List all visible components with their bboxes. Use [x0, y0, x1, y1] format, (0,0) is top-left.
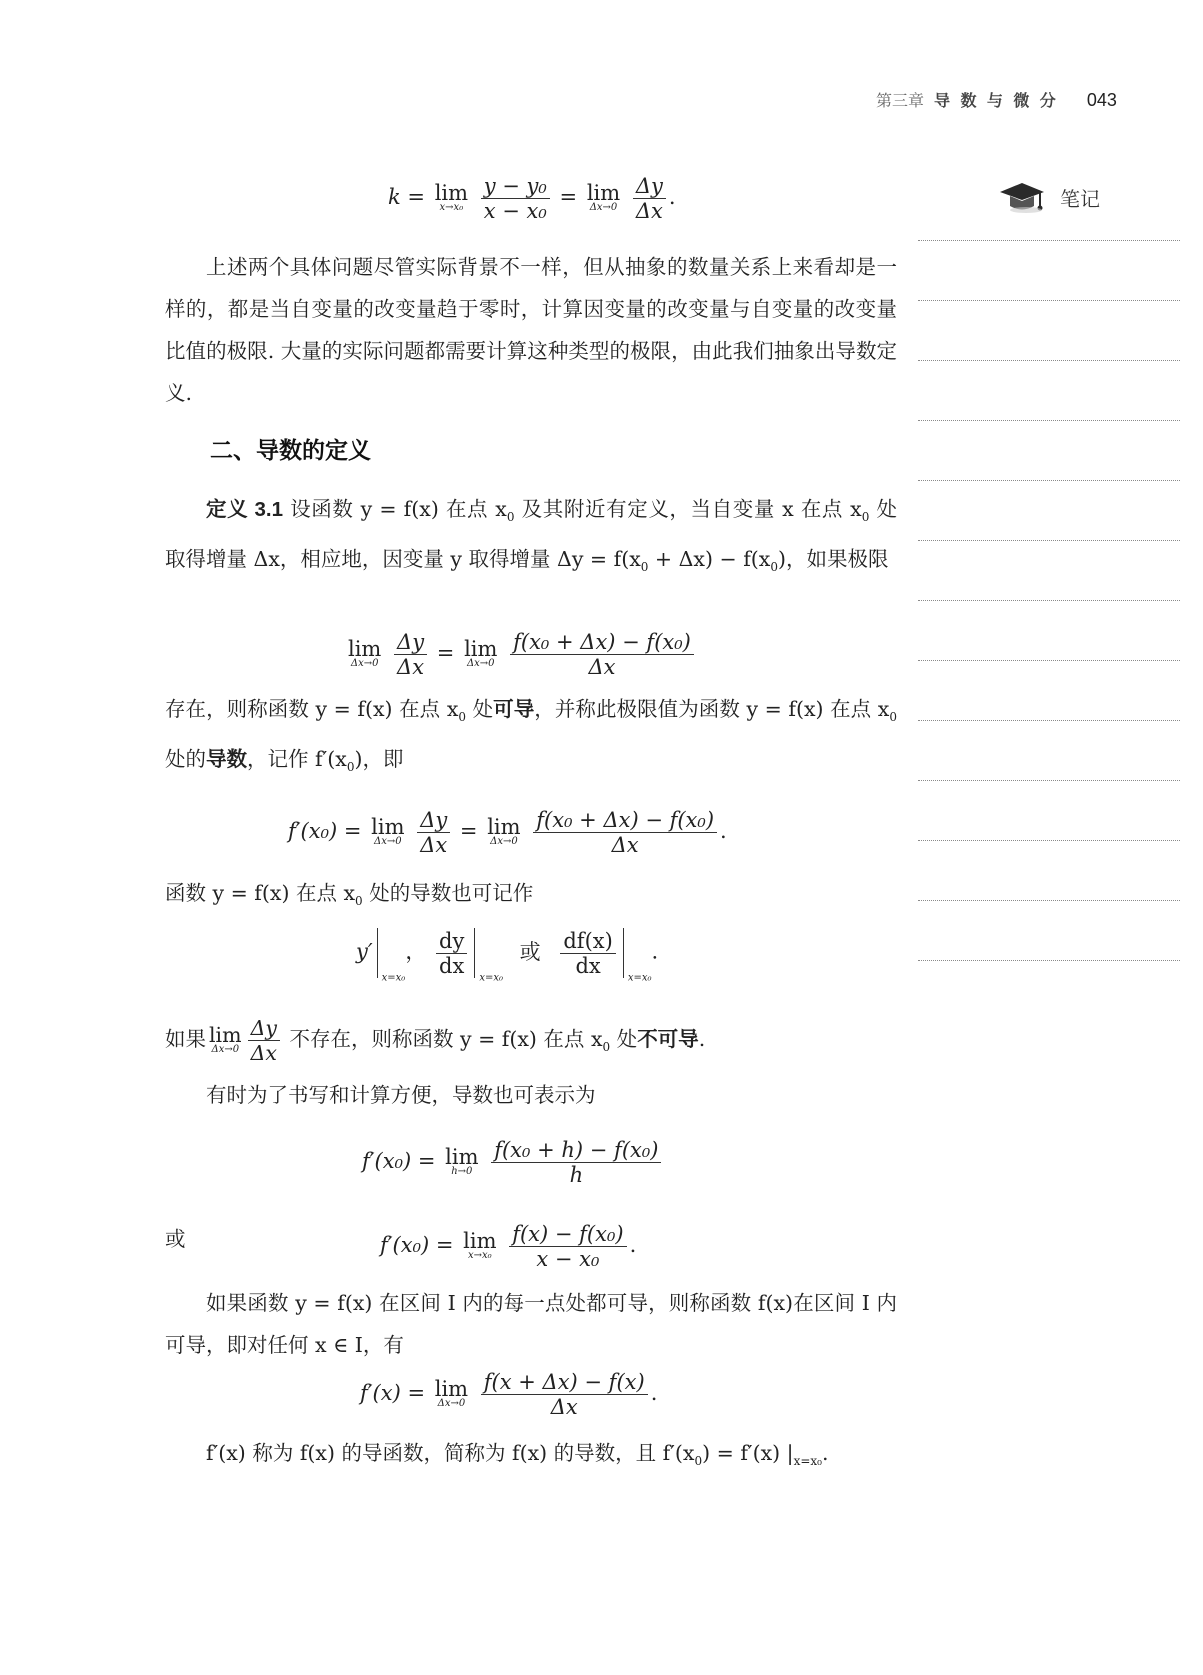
period: . [650, 1381, 658, 1405]
note-line [918, 420, 1180, 421]
subscript: 0 [458, 710, 467, 725]
evaluation-bar [474, 928, 475, 978]
fraction [633, 174, 666, 223]
equals-sign: = [459, 819, 478, 843]
or-text: 或 [519, 939, 541, 964]
note-line [918, 600, 1180, 601]
numerator: Δy [394, 630, 427, 655]
text: )，如果极限 [777, 547, 889, 572]
text: 存在，则称函数 y = f(x) 在点 x [165, 697, 459, 721]
denominator: Δx [420, 833, 448, 857]
fraction [481, 174, 550, 223]
text: + Δx) − f(x [648, 547, 771, 572]
text: ，记作 f′(x [247, 747, 347, 772]
paragraph-notation [165, 872, 897, 922]
text: . [821, 1441, 829, 1465]
numerator: Δy [633, 174, 666, 199]
period: . [629, 1233, 637, 1257]
paragraph-intro: 上述两个具体问题尽管实际背景不一样，但从抽象的数量关系上来看却是一样的，都是当自变量的改变量趋于零时，计算因变量的改变量与自变量的改变量比值的极限. 大量的实际问题都需要计算这种类型的极限，由此我们抽象出导数定义. [165, 255, 897, 405]
denominator: dx [575, 953, 601, 978]
equation-slope [388, 174, 676, 223]
fraction [481, 1370, 648, 1419]
fraction [394, 630, 427, 679]
limit-operator [371, 814, 405, 848]
chapter-title: 导 数 与 微 分 [934, 93, 1059, 110]
limit-operator [487, 814, 521, 848]
text: f′(x) 称为 f(x) 的导函数，简称为 f(x) 的导数，且 f′(x [206, 1441, 695, 1465]
denominator: Δx [611, 833, 639, 857]
subscript: 0 [602, 1040, 611, 1055]
limit-operator [464, 636, 498, 670]
text: 如果 [165, 1027, 206, 1051]
denominator: x − x₀ [483, 199, 547, 223]
denominator: x − x₀ [536, 1247, 600, 1271]
numerator: y − y₀ [481, 174, 550, 199]
text: 设函数 y = f(x) 在点 x [290, 497, 507, 521]
denominator: Δx [397, 655, 425, 679]
note-line [918, 360, 1180, 361]
comma: ， [405, 939, 427, 964]
lim-text: lim [348, 636, 382, 661]
lim-subscript: Δx→0 [211, 1043, 240, 1055]
fraction [436, 929, 467, 978]
paragraph-alt: 有时为了书写和计算方便，导数也可表示为 [206, 1083, 596, 1107]
numerator: f(x₀ + h) − f(x₀) [491, 1138, 661, 1163]
subscript: 0 [640, 560, 649, 575]
subscript: 0 [770, 560, 778, 575]
numerator: df(x) [560, 929, 615, 954]
evaluation-bar [623, 928, 624, 978]
lim-text: lim [209, 1022, 242, 1047]
eval-subscript: x=x₀ [627, 972, 652, 984]
paragraph-exist [165, 688, 897, 788]
lim-text: lim [586, 180, 621, 205]
numerator: f(x₀ + Δx) − f(x₀) [510, 630, 694, 655]
or-label: 或 [165, 1227, 186, 1251]
notes-title: 笔记 [1060, 188, 1100, 211]
lim-subscript: x→x₀ [439, 201, 464, 213]
lim-subscript: Δx→0 [490, 835, 518, 847]
lim-subscript: x→x₀ [468, 1249, 492, 1261]
numerator: f(x + Δx) − f(x) [481, 1370, 648, 1395]
denominator: Δx [250, 1041, 277, 1065]
period: . [720, 819, 727, 843]
subscript: 0 [889, 710, 897, 725]
lim-text: lim [371, 814, 405, 839]
fraction [509, 1222, 626, 1271]
note-line [918, 720, 1180, 721]
note-line [918, 840, 1180, 841]
running-header [876, 88, 1117, 111]
eq-lhs: f′(x₀) = [362, 1149, 436, 1173]
term-not-differentiable: 不可导 [637, 1028, 699, 1051]
numerator: dy [436, 929, 467, 954]
note-line [918, 480, 1180, 481]
y-prime: y′ [356, 939, 373, 964]
term-differentiable: 可导 [493, 698, 535, 721]
text: 处 [466, 697, 494, 721]
paragraph-definition [165, 488, 897, 588]
equation-x-form [380, 1222, 636, 1271]
note-line [918, 540, 1180, 541]
text: 处的导数也可记作 [362, 881, 534, 905]
period: . [668, 185, 676, 209]
text: ) = f′(x) | [702, 1441, 794, 1465]
lim-subscript: Δx→0 [374, 835, 402, 847]
fraction [491, 1138, 661, 1187]
lim-subscript: Δx→0 [437, 1397, 466, 1409]
period: . [651, 939, 659, 964]
eval-subscript: x=x₀ [381, 972, 406, 984]
text: 处 [610, 1027, 638, 1051]
limit-operator [434, 1376, 469, 1410]
paragraph-not-differentiable [165, 1016, 897, 1068]
evaluation-bar [377, 928, 378, 978]
subscript: 0 [861, 510, 870, 525]
eval-subscript: x=x₀ [479, 972, 503, 984]
denominator: h [569, 1163, 584, 1187]
subscript: x=x₀ [793, 1454, 822, 1469]
note-line [918, 660, 1180, 661]
lim-subscript: h→0 [451, 1165, 473, 1177]
fraction [533, 808, 717, 857]
note-line [918, 240, 1180, 241]
fraction [248, 1016, 280, 1065]
numerator: Δy [417, 808, 450, 833]
text: . [698, 1027, 706, 1051]
lim-subscript: Δx→0 [466, 657, 495, 669]
equals-sign: = [559, 185, 578, 209]
denominator: dx [439, 953, 465, 978]
text: ，并称此极限值为函数 y = f(x) 在点 x [534, 697, 890, 721]
eq-lhs: k = [388, 185, 425, 209]
limit-operator [434, 180, 469, 214]
text: )，即 [354, 747, 404, 772]
fraction [417, 808, 450, 857]
equation-notation [356, 928, 658, 984]
lim-text: lim [434, 180, 469, 205]
note-line [918, 780, 1180, 781]
note-line [918, 960, 1180, 961]
notes-header [996, 180, 1180, 214]
chapter-label: 第三章 [876, 93, 925, 110]
subscript: 0 [506, 510, 515, 525]
page-number: 043 [1086, 90, 1117, 110]
text: 处的 [165, 747, 206, 772]
equation-h-form [362, 1138, 664, 1187]
fraction [560, 929, 615, 978]
section-title: 二、导数的定义 [210, 437, 371, 463]
numerator: f(x) − f(x₀) [509, 1222, 626, 1247]
limit-operator [209, 1022, 242, 1056]
equation-derivative-function [360, 1370, 657, 1419]
lim-text: lim [434, 1376, 469, 1401]
fraction [510, 630, 694, 679]
lim-subscript: Δx→0 [350, 657, 379, 669]
term-derivative: 导数 [206, 748, 247, 772]
eq-lhs: f′(x₀) = [380, 1233, 454, 1257]
limit-operator [445, 1144, 479, 1178]
subscript: 0 [694, 1454, 703, 1469]
paragraph-last [165, 1432, 897, 1482]
lim-text: lim [464, 636, 498, 661]
text: 函数 y = f(x) 在点 x [165, 881, 356, 905]
text: 不存在，则称函数 y = f(x) 在点 x [282, 1027, 603, 1051]
denominator: Δx [588, 655, 616, 679]
note-line [918, 300, 1180, 301]
text: 及其附近有定义，当自变量 x 在点 x [514, 497, 862, 521]
note-line [918, 900, 1180, 901]
eq-lhs: f′(x₀) = [288, 819, 362, 843]
paragraph-interval: 如果函数 y = f(x) 在区间 I 内的每一点处都可导，则称函数 f(x)在区间 I 内可导，即对任何 x ∈ I，有 [165, 1291, 897, 1357]
notes-sidebar [918, 180, 1180, 214]
subscript: 0 [355, 894, 363, 909]
equation-derivative [288, 808, 727, 857]
limit-operator [463, 1228, 497, 1262]
numerator: Δy [248, 1016, 280, 1041]
limit-operator [586, 180, 621, 214]
lim-text: lim [487, 814, 521, 839]
graduation-cap-icon [996, 180, 1048, 214]
equals-sign: = [436, 641, 455, 665]
lim-text: lim [463, 1228, 497, 1253]
subscript: 0 [346, 760, 355, 775]
denominator: Δx [635, 199, 663, 223]
lim-subscript: Δx→0 [589, 201, 618, 213]
equation-limit [345, 630, 697, 679]
numerator: f(x₀ + Δx) − f(x₀) [533, 808, 717, 833]
text: 处取得增量 Δx，相应地，因变量 y 取得增量 Δy = f(x [165, 497, 898, 572]
limit-operator [348, 636, 382, 670]
lim-text: lim [445, 1144, 479, 1169]
definition-label: 定义 3.1 [206, 498, 284, 521]
denominator: Δx [550, 1395, 578, 1419]
eq-lhs: f′(x) = [360, 1381, 426, 1405]
